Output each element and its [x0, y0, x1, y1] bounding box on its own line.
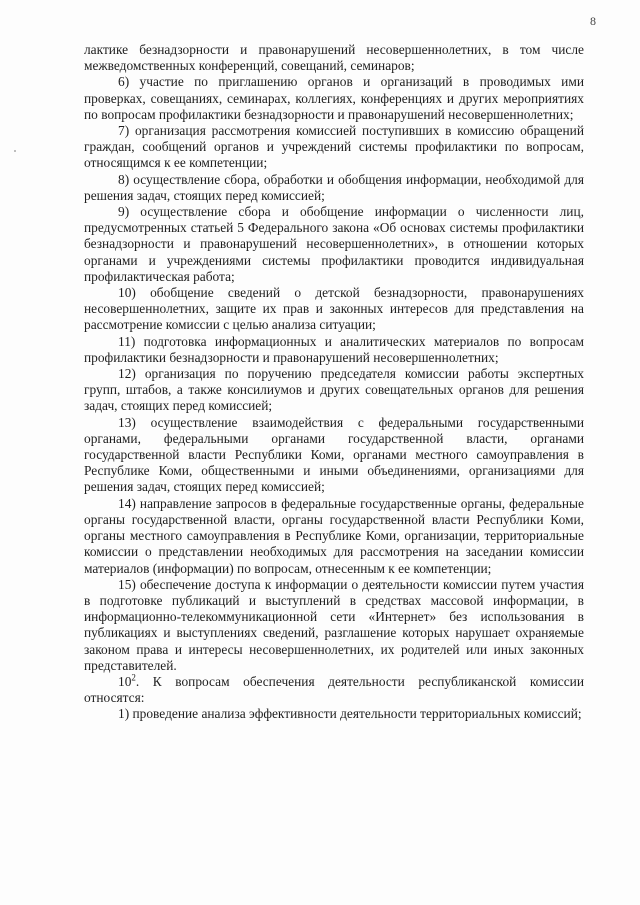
section-number: 10 [118, 673, 132, 689]
paragraph-item-12: 12) организация по поручению председателя комиссии работы экспертных групп, штабов, а также консилиумов и других совещательных органов для решения задач, стоящих перед комиссией; [84, 366, 584, 414]
paragraph-item-15: 15) обеспечение доступа к информации о деятельности комиссии путем участия в подготовке публикаций и выступлений в средствах массовой информации, в информационно-телекоммуникационной сети «Интернет» без использования в публикациях и выступлениях сведений, разглашение которых нарушает охраняемые законом права и интересы несовершеннолетних, их родителей или иных законных представителей. [84, 576, 584, 673]
paragraph-item-11: 11) подготовка информационных и аналитических материалов по вопросам профилактики безнадзорности и правонарушений несовершеннолетних; [84, 333, 584, 365]
paragraph-item-7: 7) организация рассмотрения комиссией поступивших в комиссию обращений граждан, сообщений органов и учреждений системы профилактики по вопросам, относящимся к ее компетенции; [84, 123, 584, 171]
section-superscript: 2 [131, 672, 136, 683]
paragraph-section-item-1: 1) проведение анализа эффективности деятельности территориальных комиссий; [118, 706, 582, 722]
section-heading [84, 674, 584, 706]
paragraph-item-10: 10) обобщение сведений о детской безнадзорности, правонарушениях несовершеннолетних, защите их прав и законных интересов для представления на рассмотрение комиссии с целью анализа ситуации; [84, 285, 584, 333]
document-body [84, 42, 584, 723]
margin-speck [14, 150, 16, 152]
paragraph-item-9: 9) осуществление сбора и обобщение информации о численности лиц, предусмотренных статьей 5 Федерального закона «Об основах системы профилактики безнадзорности и правонарушений несовершеннолетних», в отношении которых органами и учреждениями системы профилактики проводится индивидуальная профилактическая работа; [84, 204, 584, 284]
paragraph-item-14: 14) направление запросов в федеральные государственные органы, федеральные органы государственной власти, органы государственной власти Республики Коми, органы местного самоуправления в Республике Коми, организации, территориальные комиссии о представлении необходимых для рассмотрения на заседании комиссии материалов (информации) по вопросам, отнесенным к ее компетенции; [84, 495, 584, 576]
paragraph-item-13: 13) осуществление взаимодействия с федеральными государственными органами, федеральными органами государственной власти, органами государственной власти Республики Коми, органами местного самоуправления в Республике Коми, общественными и иными объединениями, организациями для решения задач, стоящих перед комиссией; [84, 414, 584, 495]
paragraph-item-8: 8) осуществление сбора, обработки и обобщения информации, необходимой для решения задач, стоящих перед комиссией; [84, 171, 584, 203]
paragraph-item-6: 6) участие по приглашению органов и организаций в проводимых ими проверках, совещаниях, семинарах, коллегиях, конференциях и других мероприятиях по вопросам профилактики безнадзорности и правонарушений несовершеннолетних; [84, 74, 584, 122]
paragraph-continuation: лактике безнадзорности и правонарушений несовершеннолетних, в том числе межведомственных конференций, совещаний, семинаров; [84, 42, 584, 74]
section-text: . К вопросам обеспечения деятельности республиканской комиссии относятся: [84, 673, 584, 706]
page-number: 8 [590, 14, 596, 28]
